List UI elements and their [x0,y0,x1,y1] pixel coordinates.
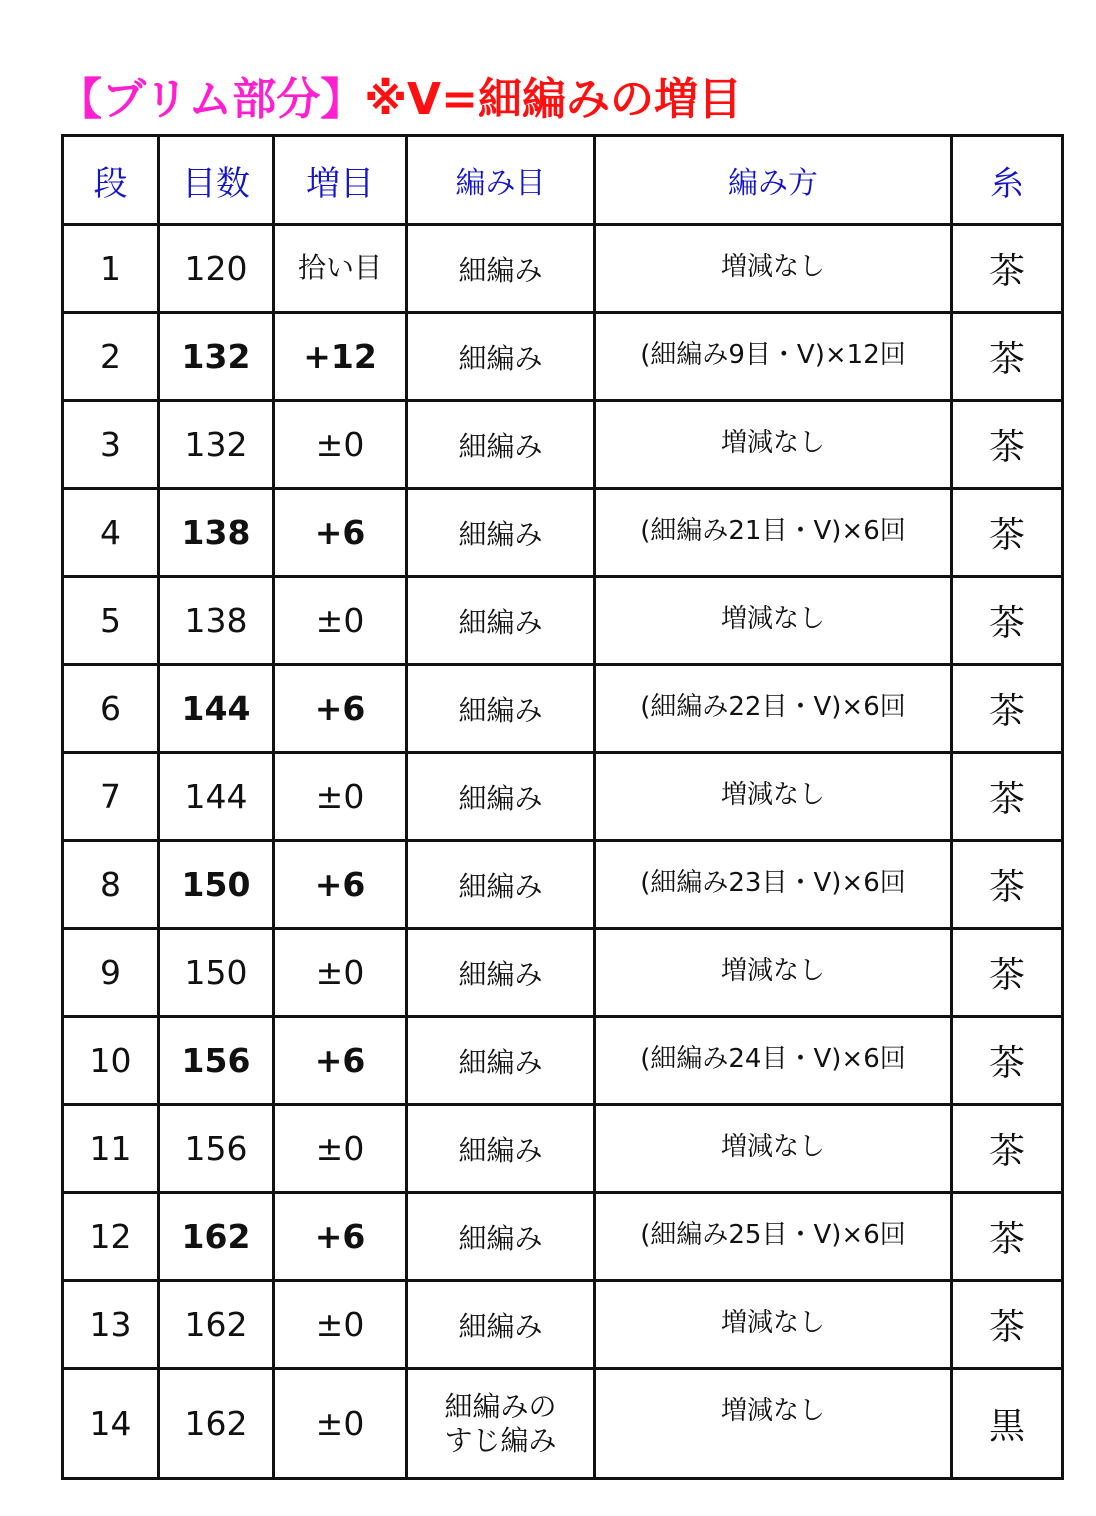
cell-increase: +6 [274,1193,407,1281]
table-row [63,929,1063,1017]
cell-count: 156 [159,1105,274,1193]
title-note: ※V=細編みの増目 [364,74,742,125]
cell-dan: 14 [63,1369,159,1479]
cell-increase: 拾い目 [274,225,407,313]
cell-count: 150 [159,929,274,1017]
cell-dan: 6 [63,665,159,753]
cell-dan: 9 [63,929,159,1017]
cell-dan: 7 [63,753,159,841]
cell-stitch: 細編み [407,1281,595,1369]
cell-method: 増減なし [595,1281,952,1369]
cell-yarn: 茶 [952,929,1063,1017]
cell-yarn: 茶 [952,489,1063,577]
cell-method: 増減なし [595,753,952,841]
table-header-row [63,136,1063,225]
table-row [63,1193,1063,1281]
header-method: 編み方 [595,136,952,225]
cell-dan: 12 [63,1193,159,1281]
cell-yarn: 茶 [952,665,1063,753]
cell-count: 120 [159,225,274,313]
cell-count: 162 [159,1369,274,1479]
cell-stitch: 細編み [407,577,595,665]
cell-method: (細編み23目・V)×6回 [595,841,952,929]
cell-increase: +6 [274,1017,407,1105]
cell-count: 162 [159,1281,274,1369]
cell-stitch: 細編み [407,489,595,577]
table-row [63,313,1063,401]
cell-stitch: 細編み [407,753,595,841]
crochet-pattern-table [61,134,1064,1480]
table-row [63,225,1063,313]
header-dan: 段 [63,136,159,225]
header-increase: 増目 [274,136,407,225]
cell-method: (細編み21目・V)×6回 [595,489,952,577]
cell-yarn: 茶 [952,577,1063,665]
cell-yarn: 茶 [952,313,1063,401]
cell-yarn: 黒 [952,1369,1063,1479]
table-row [63,1017,1063,1105]
cell-method: (細編み24目・V)×6回 [595,1017,952,1105]
cell-count: 156 [159,1017,274,1105]
cell-count: 144 [159,665,274,753]
cell-method: 増減なし [595,1105,952,1193]
cell-increase: ±0 [274,401,407,489]
table-row [63,841,1063,929]
cell-count: 138 [159,577,274,665]
cell-yarn: 茶 [952,1017,1063,1105]
cell-dan: 1 [63,225,159,313]
cell-method: 増減なし [595,929,952,1017]
header-stitch-count: 目数 [159,136,274,225]
cell-dan: 11 [63,1105,159,1193]
table-row [63,489,1063,577]
cell-yarn: 茶 [952,753,1063,841]
cell-increase: ±0 [274,577,407,665]
cell-method: (細編み25目・V)×6回 [595,1193,952,1281]
table-row [63,401,1063,489]
cell-yarn: 茶 [952,401,1063,489]
cell-count: 132 [159,401,274,489]
cell-stitch: 細編み [407,401,595,489]
cell-dan: 5 [63,577,159,665]
table-row [63,1281,1063,1369]
cell-method: (細編み9目・V)×12回 [595,313,952,401]
cell-dan: 13 [63,1281,159,1369]
cell-method: 増減なし [595,577,952,665]
cell-increase: ±0 [274,1105,407,1193]
cell-yarn: 茶 [952,1281,1063,1369]
table-row [63,577,1063,665]
cell-stitch: 細編み [407,225,595,313]
cell-yarn: 茶 [952,1193,1063,1281]
cell-method: 増減なし [595,401,952,489]
cell-method: 増減なし [595,225,952,313]
cell-stitch: 細編み [407,1193,595,1281]
cell-yarn: 茶 [952,225,1063,313]
cell-stitch: 細編み [407,1017,595,1105]
cell-yarn: 茶 [952,841,1063,929]
cell-count: 162 [159,1193,274,1281]
cell-increase: +6 [274,841,407,929]
title-brim-part: 【ブリム部分】 [58,74,365,125]
cell-stitch-line2: すじ編み [444,1423,557,1457]
cell-increase: ±0 [274,753,407,841]
cell-stitch: 細編み [407,1105,595,1193]
cell-increase: ±0 [274,929,407,1017]
cell-stitch: 細編み [407,929,595,1017]
cell-increase: ±0 [274,1281,407,1369]
header-stitch-type: 編み目 [407,136,595,225]
header-yarn: 糸 [952,136,1063,225]
table-row [63,665,1063,753]
cell-increase: +6 [274,665,407,753]
cell-dan: 2 [63,313,159,401]
cell-count: 150 [159,841,274,929]
cell-count: 138 [159,489,274,577]
cell-dan: 4 [63,489,159,577]
cell-method: 増減なし [595,1369,952,1479]
cell-stitch-line1: 細編みの [444,1389,557,1423]
cell-increase: ±0 [274,1369,407,1479]
table-row [63,753,1063,841]
cell-increase: +6 [274,489,407,577]
cell-yarn: 茶 [952,1105,1063,1193]
cell-stitch: 細編み [407,841,595,929]
cell-count: 132 [159,313,274,401]
cell-stitch: 細編み [407,313,595,401]
cell-method: (細編み22目・V)×6回 [595,665,952,753]
page-title [58,70,742,130]
table-row [63,1105,1063,1193]
cell-count: 144 [159,753,274,841]
cell-dan: 8 [63,841,159,929]
cell-dan: 10 [63,1017,159,1105]
cell-stitch [407,1369,595,1479]
table-row [63,1369,1063,1479]
cell-stitch: 細編み [407,665,595,753]
cell-increase: +12 [274,313,407,401]
cell-dan: 3 [63,401,159,489]
